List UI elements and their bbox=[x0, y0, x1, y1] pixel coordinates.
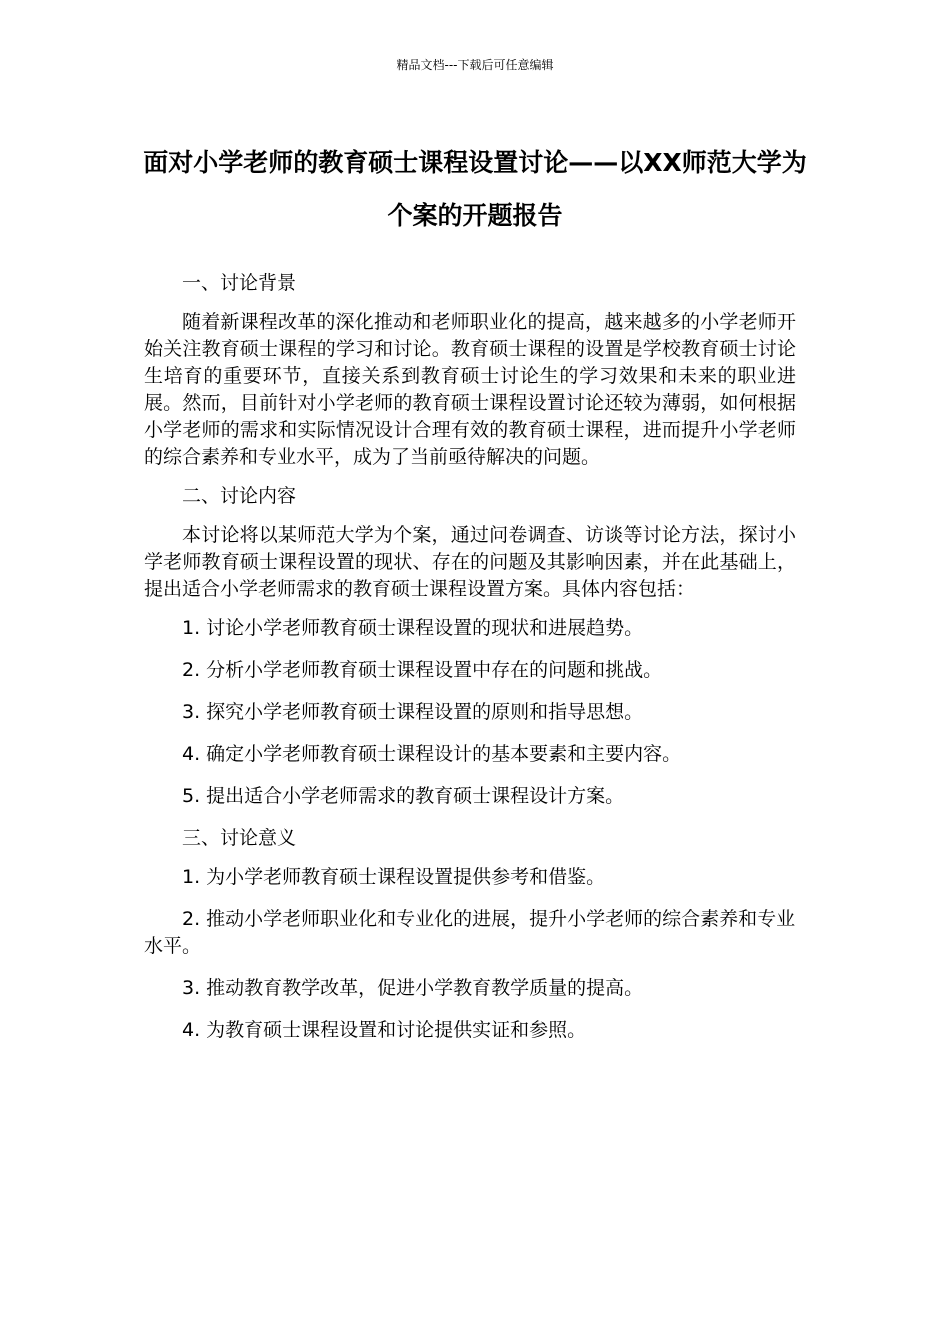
section-heading-significance: 三、讨论意义 bbox=[182, 827, 297, 849]
significance-list-item: 3. 推动教育教学改革，促进小学教育教学质量的提高。 bbox=[182, 977, 644, 999]
section-heading-content: 二、讨论内容 bbox=[182, 485, 297, 507]
significance-list-item: 2. 推动小学老师职业化和专业化的进展，提升小学老师的综合素养和专业水平。 bbox=[144, 908, 796, 957]
section-heading-background: 一、讨论背景 bbox=[182, 272, 297, 294]
content-list-item: 3. 探究小学老师教育硕士课程设置的原则和指导思想。 bbox=[182, 701, 644, 723]
content-list-item: 2. 分析小学老师教育硕士课程设置中存在的问题和挑战。 bbox=[182, 659, 663, 681]
significance-list-item: 4. 为教育硕士课程设置和讨论提供实证和参照。 bbox=[182, 1019, 587, 1041]
content-paragraph: 本讨论将以某师范大学为个案，通过问卷调查、访谈等讨论方法，探讨小学老师教育硕士课程设置的现状、存在的问题及其影响因素，并在此基础上，提出适合小学老师需求的教育硕士课程设置方案。具体内容包括： bbox=[144, 524, 796, 600]
content-list-item: 1. 讨论小学老师教育硕士课程设置的现状和进展趋势。 bbox=[182, 617, 644, 639]
document-title: 面对小学老师的教育硕士课程设置讨论——以XX师范大学为个案的开题报告 bbox=[143, 148, 807, 230]
background-paragraph: 随着新课程改革的深化推动和老师职业化的提高，越来越多的小学老师开始关注教育硕士课程的学习和讨论。教育硕士课程的设置是学校教育硕士讨论生培育的重要环节，直接关系到教育硕士讨论生的学习效果和未来的职业进展。然而，目前针对小学老师的教育硕士课程设置讨论还较为薄弱，如何根据小学老师的需求和实际情况设计合理有效的教育硕士课程，进而提升小学老师的综合素养和专业水平，成为了当前亟待解决的问题。 bbox=[144, 311, 796, 468]
header-note: 精品文档---下载后可任意编辑 bbox=[396, 58, 554, 72]
significance-list-item: 1. 为小学老师教育硕士课程设置提供参考和借鉴。 bbox=[182, 866, 606, 888]
content-list-item: 5. 提出适合小学老师需求的教育硕士课程设计方案。 bbox=[182, 785, 625, 807]
content-list-item: 4. 确定小学老师教育硕士课程设计的基本要素和主要内容。 bbox=[182, 743, 682, 765]
document-body bbox=[144, 270, 796, 1059]
